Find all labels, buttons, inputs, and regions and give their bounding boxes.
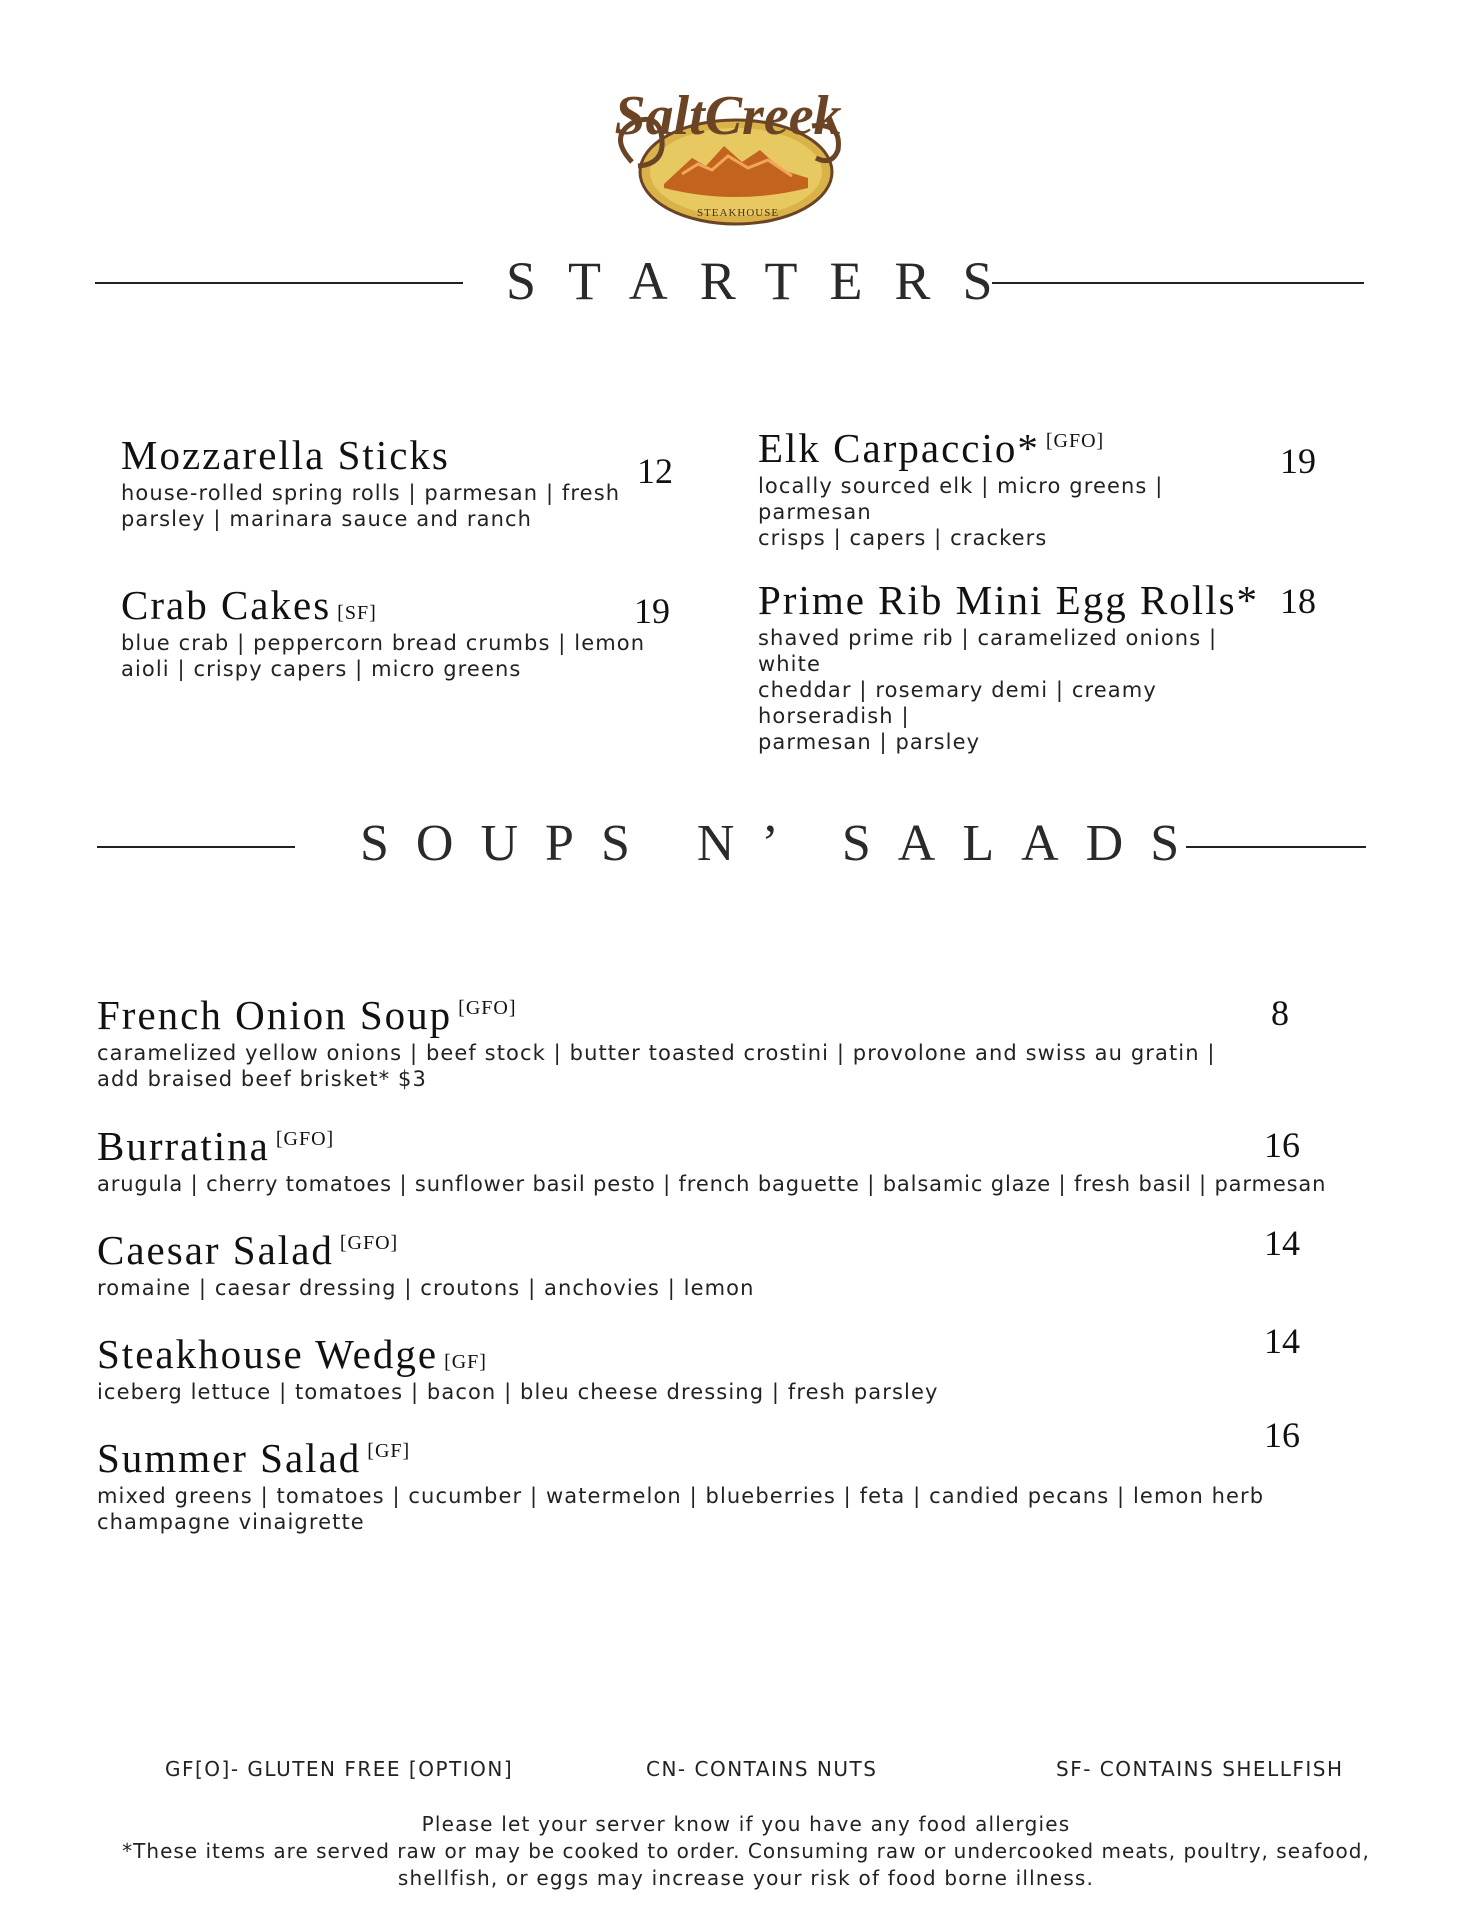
item-description: shaved prime rib | caramelized onions | white cheddar | rosemary demi | creamy horseradish | parmesan | parsley (758, 626, 1218, 755)
starters-rule-right (992, 282, 1364, 284)
allergy-notice: Please let your server know if you have any food allergies (421, 1812, 1071, 1836)
item-description: arugula | cherry tomatoes | sunflower basil pesto | french baguette | balsamic glaze | fresh basil | parmesan (97, 1172, 1327, 1197)
menu-item-mozzarella-sticks (121, 433, 651, 532)
item-name: Prime Rib Mini Egg Rolls* (758, 577, 1260, 623)
item-name: Mozzarella Sticks (121, 432, 450, 478)
item-description: house-rolled spring rolls | parmesan | fresh parsley | marinara sauce and ranch (121, 481, 621, 532)
saltcreek-logo (602, 66, 854, 230)
item-name: Caesar Salad [GFO] (97, 1227, 399, 1273)
item-price: 16 (1264, 1125, 1300, 1165)
item-tag: [GFO] (1045, 430, 1105, 453)
legend-contains-shellfish: SF- CONTAINS SHELLFISH (1056, 1757, 1344, 1781)
item-name: French Onion Soup [GFO] (97, 992, 517, 1038)
starters-title: STARTERS (506, 251, 1025, 311)
soups-rule-left (97, 846, 295, 848)
menu-item-steakhouse-wedge (97, 1332, 1357, 1405)
item-tag: [GF] (444, 1351, 487, 1373)
item-name: Burratina [GFO] (97, 1123, 335, 1169)
item-description: iceberg lettuce | tomatoes | bacon | bleu cheese dressing | fresh parsley (97, 1380, 939, 1405)
item-price: 18 (1280, 581, 1316, 621)
item-description: romaine | caesar dressing | croutons | anchovies | lemon (97, 1276, 755, 1301)
menu-item-prime-rib-egg-rolls (758, 578, 1278, 755)
legend-gluten-free: GF[O]- GLUTEN FREE [OPTION] (165, 1757, 514, 1781)
item-price: 14 (1264, 1321, 1300, 1361)
item-description: blue crab | peppercorn bread crumbs | lemon aioli | crispy capers | micro greens (121, 631, 646, 682)
menu-item-french-onion-soup (97, 993, 1357, 1092)
item-tag: [GF] (367, 1440, 411, 1463)
item-tag: [GFO] (339, 1232, 399, 1255)
item-description: locally sourced elk | micro greens | parmesan crisps | capers | crackers (758, 474, 1164, 551)
item-tag: [GFO] (275, 1128, 335, 1151)
starters-rule-left (95, 282, 463, 284)
item-name: Crab Cakes [SF] (121, 582, 377, 628)
soups-rule-right (1186, 846, 1366, 848)
item-price: 19 (1280, 441, 1316, 481)
menu-item-burratina (97, 1124, 1377, 1197)
raw-food-warning-line2: shellfish, or eggs may increase your risk of food borne illness. (397, 1866, 1095, 1890)
item-name: Summer Salad [GF] (97, 1435, 411, 1481)
item-price: 12 (637, 451, 673, 491)
logo-wordmark: SaltCreek (614, 85, 842, 147)
item-tag: [SF] (337, 602, 377, 624)
menu-item-summer-salad (97, 1436, 1357, 1535)
legend-contains-nuts: CN- CONTAINS NUTS (646, 1757, 878, 1781)
item-name: Steakhouse Wedge [GF] (97, 1331, 487, 1377)
menu-item-crab-cakes (121, 583, 661, 682)
item-name: Elk Carpaccio* [GFO] (758, 425, 1105, 471)
item-price: 8 (1271, 993, 1289, 1033)
item-price: 14 (1264, 1223, 1300, 1263)
item-price: 16 (1264, 1415, 1300, 1455)
menu-item-caesar-salad (97, 1228, 1357, 1301)
soups-title: SOUPS N’ SALADS (360, 815, 1207, 872)
raw-food-warning-line1: *These items are served raw or may be cooked to order. Consuming raw or undercooked meats, poultry, seafood, (122, 1839, 1370, 1863)
item-description: caramelized yellow onions | beef stock | butter toasted crostini | provolone and swiss au gratin | add braised beef brisket* $3 (97, 1041, 1216, 1092)
item-price: 19 (634, 591, 670, 631)
item-tag: [GFO] (458, 997, 517, 1020)
menu-item-elk-carpaccio (758, 426, 1278, 551)
logo-subtext: STEAKHOUSE (696, 207, 780, 219)
item-description: mixed greens | tomatoes | cucumber | watermelon | blueberries | feta | candied pecans | lemon herb champagne vinaigrette (97, 1484, 1265, 1535)
